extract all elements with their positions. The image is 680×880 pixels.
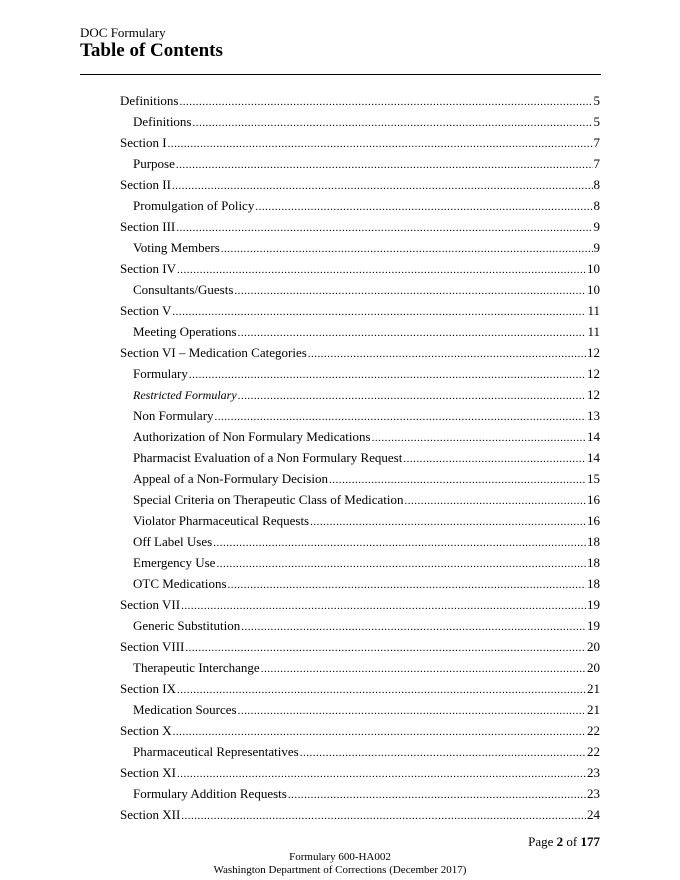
total-pages: 177 (580, 834, 600, 849)
toc-entry-page[interactable]: 15 (587, 471, 600, 486)
toc-entry-label[interactable]: Authorization of Non Formulary Medications (133, 429, 371, 444)
toc-entry-page[interactable]: 16 (587, 513, 600, 528)
toc-entry[interactable] (120, 804, 600, 825)
toc-entry-label[interactable]: Voting Members (133, 240, 220, 255)
toc-dot-leader (310, 512, 586, 533)
footer-department: Washington Department of Corrections (December 2017) (213, 864, 467, 876)
toc-entry[interactable] (120, 489, 600, 510)
toc-dot-leader (176, 155, 593, 176)
toc-dot-leader (403, 449, 586, 470)
toc-entry[interactable] (120, 657, 600, 678)
toc-entry[interactable] (120, 783, 600, 804)
toc-entry-label[interactable]: Medication Sources (133, 702, 237, 717)
toc-entry-page[interactable]: 20 (587, 660, 600, 675)
toc-entry-page[interactable]: 16 (587, 492, 600, 507)
toc-entry-label[interactable]: Formulary (133, 366, 188, 381)
toc-dot-leader (238, 701, 586, 722)
toc-entry-label[interactable]: Off Label Uses (133, 534, 213, 549)
toc-entry-page[interactable]: 18 (587, 555, 600, 570)
toc-entry-label[interactable]: Special Criteria on Therapeutic Class of Medication (133, 492, 404, 507)
toc-dot-leader (228, 575, 586, 596)
toc-entry-label[interactable]: Promulgation of Policy (133, 198, 255, 213)
toc-entry[interactable] (120, 384, 600, 405)
toc-entry-label[interactable]: Definitions (120, 93, 179, 108)
toc-dot-leader (216, 554, 586, 575)
toc-entry-page[interactable]: 22 (587, 744, 600, 759)
toc-dot-leader (255, 197, 592, 218)
toc-entry[interactable] (120, 426, 600, 447)
toc-entry[interactable] (120, 195, 600, 216)
toc-entry[interactable] (120, 594, 600, 615)
table-of-contents (120, 90, 600, 825)
current-page: 2 (556, 834, 564, 849)
toc-entry[interactable] (120, 615, 600, 636)
toc-entry-label[interactable]: Appeal of a Non-Formulary Decision (133, 471, 328, 486)
toc-entry[interactable] (120, 531, 600, 552)
toc-entry[interactable] (120, 321, 600, 342)
toc-entry[interactable] (120, 447, 600, 468)
toc-entry[interactable] (120, 153, 600, 174)
toc-entry[interactable] (120, 300, 600, 321)
toc-dot-leader (372, 428, 586, 449)
toc-entry-page[interactable]: 21 (587, 702, 600, 717)
toc-entry-page[interactable]: 13 (587, 408, 600, 423)
toc-entry-label[interactable]: Pharmacist Evaluation of a Non Formulary Request (133, 450, 403, 465)
toc-dot-leader (185, 638, 586, 659)
toc-entry-page[interactable]: 8 (593, 177, 600, 192)
toc-dot-leader (221, 239, 593, 260)
toc-entry-page[interactable]: 12 (587, 366, 600, 381)
toc-entry[interactable] (120, 762, 600, 783)
toc-dot-leader (405, 491, 586, 512)
toc-entry-page[interactable]: 11 (587, 303, 600, 318)
toc-entry-page[interactable]: 10 (587, 261, 600, 276)
toc-entry-page[interactable]: 20 (587, 639, 600, 654)
toc-dot-leader (189, 365, 586, 386)
toc-entry[interactable] (120, 510, 600, 531)
toc-dot-leader (181, 596, 586, 617)
toc-entry-page[interactable]: 5 (593, 93, 600, 108)
toc-dot-leader (177, 680, 586, 701)
toc-entry[interactable] (120, 132, 600, 153)
toc-entry[interactable] (120, 279, 600, 300)
toc-entry[interactable] (120, 363, 600, 384)
toc-entry-label[interactable]: Section VI – Medication Categories (120, 345, 307, 360)
toc-dot-leader (238, 386, 586, 407)
toc-dot-leader (168, 134, 593, 155)
toc-entry-page[interactable]: 14 (587, 450, 600, 465)
toc-entry-label[interactable]: Violator Pharmaceutical Requests (133, 513, 310, 528)
toc-entry-label[interactable]: Generic Substitution (133, 618, 241, 633)
toc-entry-label[interactable]: Section III (120, 219, 176, 234)
toc-entry[interactable] (120, 237, 600, 258)
toc-entry-label[interactable]: Section VIII (120, 639, 185, 654)
toc-entry-label[interactable]: Definitions (133, 114, 192, 129)
toc-dot-leader (172, 176, 593, 197)
toc-entry[interactable] (120, 552, 600, 573)
toc-entry-page[interactable]: 18 (587, 576, 600, 591)
page-of: of (566, 834, 578, 849)
toc-entry[interactable] (120, 468, 600, 489)
toc-entry-page[interactable]: 19 (587, 618, 600, 633)
toc-dot-leader (300, 743, 586, 764)
toc-entry-label[interactable]: Section IV (120, 261, 176, 276)
toc-entry-page[interactable]: 9 (593, 219, 600, 234)
toc-entry-label[interactable]: Emergency Use (133, 555, 216, 570)
toc-entry-label[interactable]: Consultants/Guests (133, 282, 234, 297)
toc-entry-page[interactable]: 24 (587, 807, 600, 822)
toc-entry-label[interactable]: Section IX (120, 681, 176, 696)
toc-entry-page[interactable]: 21 (587, 681, 600, 696)
toc-entry[interactable] (120, 174, 600, 195)
toc-dot-leader (180, 92, 593, 113)
toc-entry-label[interactable]: Pharmaceutical Representatives (133, 744, 299, 759)
toc-dot-leader (234, 281, 586, 302)
toc-entry[interactable] (120, 111, 600, 132)
toc-entry[interactable] (120, 678, 600, 699)
toc-entry-page[interactable]: 23 (587, 786, 600, 801)
toc-entry-page[interactable]: 7 (593, 135, 600, 150)
toc-dot-leader (176, 218, 592, 239)
toc-entry-page[interactable]: 18 (587, 534, 600, 549)
toc-entry[interactable] (120, 258, 600, 279)
toc-entry-page[interactable]: 11 (587, 324, 600, 339)
toc-dot-leader (177, 764, 586, 785)
toc-entry-page[interactable]: 19 (587, 597, 600, 612)
toc-entry[interactable] (120, 342, 600, 363)
toc-dot-leader (308, 344, 586, 365)
toc-entry-page[interactable]: 7 (593, 156, 600, 171)
toc-dot-leader (213, 533, 586, 554)
toc-dot-leader (215, 407, 586, 428)
toc-entry-label[interactable]: Section I (120, 135, 167, 150)
toc-entry-page[interactable]: 12 (587, 345, 600, 360)
toc-entry[interactable] (120, 699, 600, 720)
toc-dot-leader (177, 260, 586, 281)
toc-entry-page[interactable]: 9 (593, 240, 600, 255)
toc-entry[interactable] (120, 90, 600, 111)
toc-entry[interactable] (120, 720, 600, 741)
toc-entry-page[interactable]: 5 (593, 114, 600, 129)
toc-entry-label[interactable]: Section XI (120, 765, 176, 780)
toc-entry-label[interactable]: Section XII (120, 807, 181, 822)
toc-entry-page[interactable]: 10 (587, 282, 600, 297)
toc-entry-page[interactable]: 12 (587, 387, 600, 402)
header-divider (80, 74, 601, 75)
footer-document-id: Formulary 600-HA002 (289, 851, 391, 863)
document-label: DOC Formulary (80, 25, 166, 40)
toc-entry-label[interactable]: Therapeutic Interchange (133, 660, 260, 675)
toc-entry-label[interactable]: Section X (120, 723, 172, 738)
toc-entry-page[interactable]: 22 (587, 723, 600, 738)
toc-entry[interactable] (120, 405, 600, 426)
toc-dot-leader (329, 470, 586, 491)
page-prefix: Page (528, 834, 554, 849)
toc-entry-label[interactable]: OTC Medications (133, 576, 227, 591)
toc-dot-leader (173, 722, 586, 743)
toc-entry-label[interactable]: Non Formulary (133, 408, 214, 423)
toc-entry-label[interactable]: Purpose (133, 156, 175, 171)
toc-entry-label[interactable]: Section II (120, 177, 171, 192)
toc-dot-leader (172, 302, 586, 323)
toc-entry-label[interactable]: Meeting Operations (133, 324, 237, 339)
toc-dot-leader (241, 617, 586, 638)
toc-dot-leader (181, 806, 586, 827)
toc-dot-leader (193, 113, 593, 134)
toc-dot-leader (261, 659, 586, 680)
toc-entry[interactable] (120, 216, 600, 237)
toc-entry-page[interactable]: 14 (587, 429, 600, 444)
toc-dot-leader (238, 323, 587, 344)
toc-entry-label[interactable]: Section VII (120, 597, 181, 612)
toc-entry[interactable] (120, 573, 600, 594)
toc-entry[interactable] (120, 741, 600, 762)
toc-dot-leader (288, 785, 586, 806)
toc-entry[interactable] (120, 636, 600, 657)
page-indicator (528, 834, 600, 850)
toc-entry-page[interactable]: 8 (593, 198, 600, 213)
toc-entry-label[interactable]: Section V (120, 303, 172, 318)
page-title: Table of Contents (80, 40, 223, 61)
toc-entry-label[interactable]: Restricted Formulary (133, 388, 237, 402)
toc-entry-label[interactable]: Formulary Addition Requests (133, 786, 287, 801)
toc-entry-page[interactable]: 23 (587, 765, 600, 780)
